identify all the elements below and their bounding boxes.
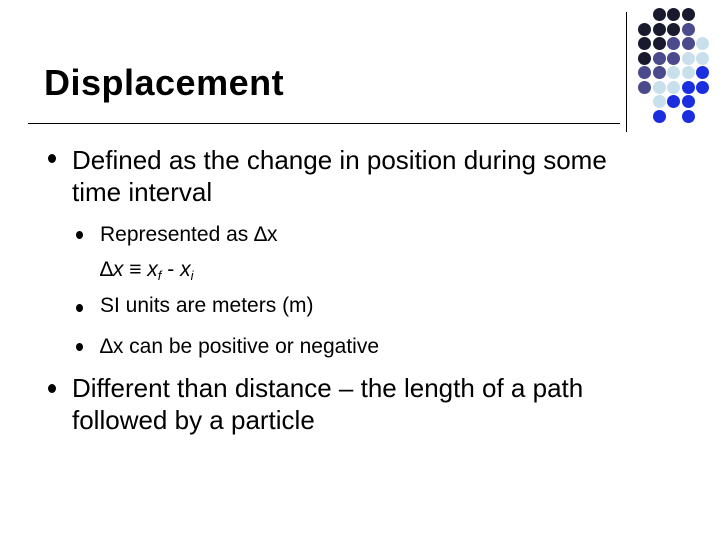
decorative-dot [638, 81, 651, 94]
sub-bullet-marker [76, 231, 83, 239]
eq-sub-i: i [190, 268, 194, 283]
decorative-dot [696, 52, 709, 65]
eq-equiv: ≡ [123, 258, 148, 281]
decorative-dot [653, 52, 666, 65]
decorative-dot [638, 23, 651, 36]
decorative-dot [682, 66, 695, 79]
sub-bullet-1-text: Represented as ∆x [100, 223, 278, 246]
decorative-dot [667, 52, 680, 65]
decorative-dot [696, 37, 709, 50]
decorative-dot [653, 110, 666, 123]
decorative-dot [653, 23, 666, 36]
delta-symbol: ∆ [100, 258, 113, 281]
decorative-dot [682, 8, 695, 21]
sub-bullet-3-text: ∆x can be positive or negative [100, 335, 380, 358]
eq-sub-f: f [157, 268, 162, 283]
decorative-dot [696, 66, 709, 79]
decorative-dot [682, 37, 695, 50]
slide-title: Displacement [44, 62, 285, 103]
sub-bullet-marker [76, 343, 83, 351]
decorative-dot [682, 110, 695, 123]
decorative-dot [667, 81, 680, 94]
decorative-dot [696, 81, 709, 94]
decorative-dot [682, 52, 695, 65]
eq-xf: x [147, 258, 158, 281]
title-underline [28, 123, 620, 124]
vertical-divider [626, 12, 627, 132]
bullet-1-text: Defined as the change in position during some time interval [72, 145, 607, 207]
bullet-2-text: Different than distance – the length of a path followed by a particle [72, 373, 584, 435]
eq-xi: x [180, 258, 191, 281]
bullet-marker [48, 154, 56, 163]
decorative-dot-grid [638, 8, 718, 120]
eq-x: x [112, 258, 124, 281]
decorative-dot [653, 66, 666, 79]
decorative-dot [638, 52, 651, 65]
decorative-dot [667, 66, 680, 79]
decorative-dot [682, 95, 695, 108]
decorative-dot [653, 95, 666, 108]
sub-bullet-marker [76, 304, 83, 312]
decorative-dot [667, 95, 680, 108]
decorative-dot [653, 37, 666, 50]
decorative-dot [667, 37, 680, 50]
decorative-dot [667, 23, 680, 36]
decorative-dot [653, 81, 666, 94]
decorative-dot [653, 8, 666, 21]
decorative-dot [682, 81, 695, 94]
displacement-equation [100, 256, 193, 290]
decorative-dot [638, 66, 651, 79]
eq-minus: - [161, 258, 181, 281]
decorative-dot [667, 8, 680, 21]
decorative-dot [638, 37, 651, 50]
bullet-marker [48, 384, 56, 393]
sub-bullet-2-text: SI units are meters (m) [100, 294, 314, 317]
decorative-dot [682, 23, 695, 36]
